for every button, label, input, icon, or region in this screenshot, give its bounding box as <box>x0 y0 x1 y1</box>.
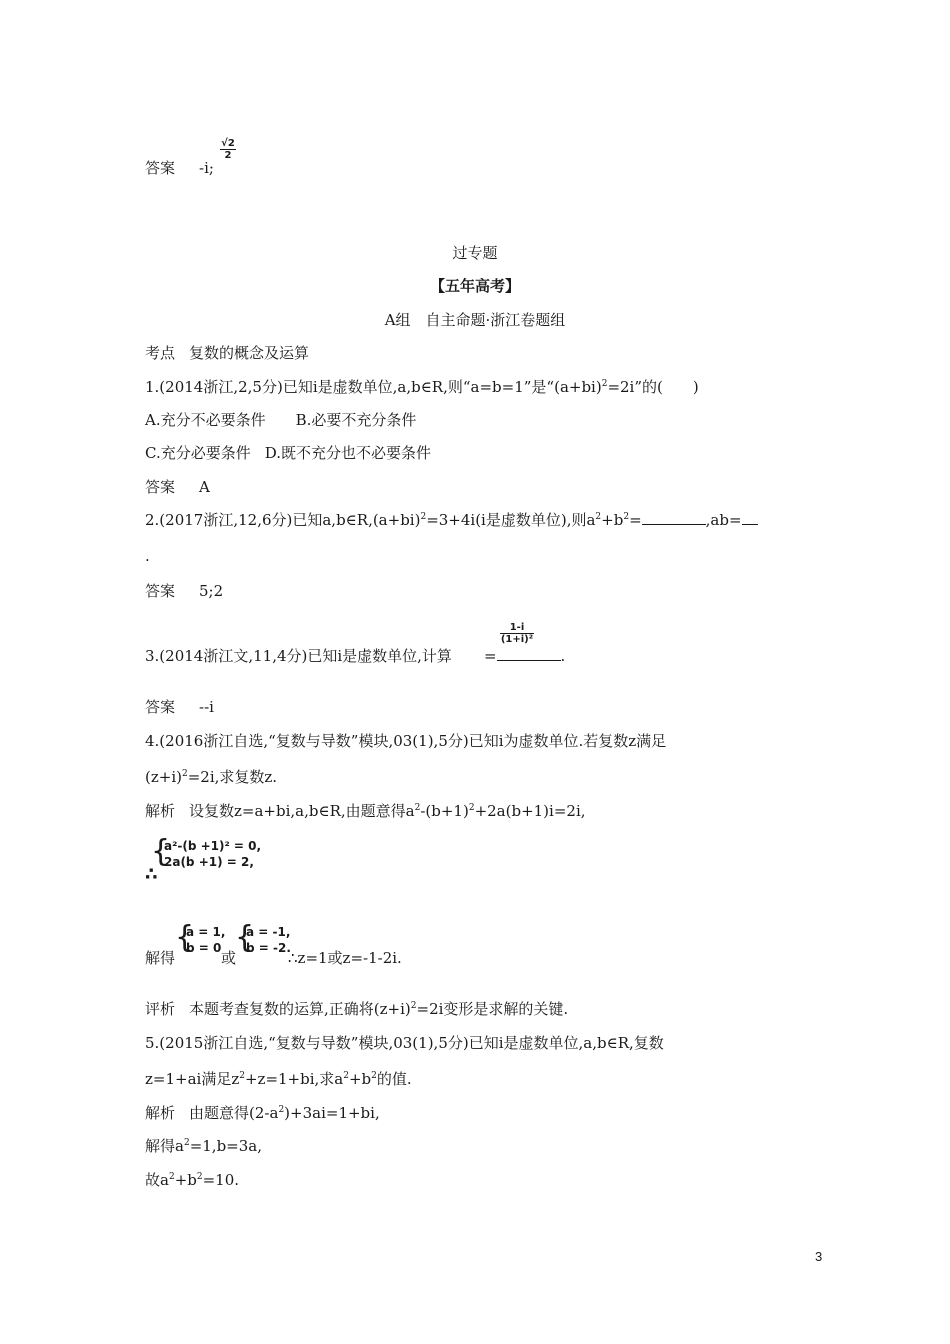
system-equation: b = 0 <box>186 941 222 955</box>
q5-step3-tail: =10. <box>202 1171 240 1189</box>
q2-stem-end: . <box>145 547 150 565</box>
top-answer-line <box>145 158 214 178</box>
fraction-numerator: √2 <box>221 138 235 149</box>
q1-stem-tail: =2i”的( ) <box>607 378 699 396</box>
q1-answer <box>145 477 210 497</box>
system-brace: { <box>151 834 171 869</box>
exponent: 2 <box>343 1071 349 1081</box>
answer-blank[interactable] <box>497 646 561 661</box>
answer-label: 答案 <box>145 698 176 716</box>
fraction-denominator: 2 <box>224 150 232 161</box>
q5-solution <box>145 1103 380 1123</box>
exponent: 2 <box>623 512 630 522</box>
answer-value: -i; <box>199 159 214 177</box>
q5-stem-mid2: +b <box>348 1070 372 1088</box>
q3-fraction <box>500 622 534 645</box>
q4-comment <box>145 999 568 1019</box>
exponent: 2 <box>196 1172 203 1182</box>
or-word: 或 <box>221 949 237 967</box>
q4-comment-tail: =2i变形是求解的关键. <box>416 1000 569 1018</box>
exponent: 2 <box>239 1071 245 1081</box>
solution-label: 解析 <box>145 802 176 820</box>
q1-stem-text: 1.(2014浙江,2,5分)已知i是虚数单位,a,b∈R,则“a=b=1”是“(a+bi) <box>145 378 602 396</box>
q5-solution-text: 由题意得(2-a <box>189 1104 279 1122</box>
q5-stem-tail: 的值. <box>376 1070 412 1088</box>
answer-label: 答案 <box>145 582 176 600</box>
topic-label: 考点 <box>145 344 176 362</box>
q1-options-row2 <box>145 443 431 463</box>
q5-step2 <box>145 1136 262 1156</box>
exponent: 2 <box>414 803 421 813</box>
q2-answer <box>145 581 223 601</box>
q5-stem-mid: +z=1+bi,求a <box>244 1070 344 1088</box>
answer-value: A <box>199 478 210 496</box>
exponent: 2 <box>278 1105 285 1115</box>
exponent: 2 <box>371 1071 377 1081</box>
q1-stem <box>145 377 699 397</box>
exponent: 2 <box>410 1001 417 1011</box>
q5-stem-line1: 5.(2015浙江自选,“复数与导数”模块,03(1),5分)已知i是虚数单位,a,b∈R,复数 <box>145 1034 664 1052</box>
page-number: 3 <box>815 1249 823 1264</box>
system-brace: { <box>175 920 195 955</box>
q5-step2-tail: =1,b=3a, <box>189 1137 262 1155</box>
answer-value: 5;2 <box>199 582 224 600</box>
q5-step3-text: 故a <box>145 1171 169 1189</box>
q1-exponent: 2 <box>601 379 608 389</box>
q4-result: ∴z=1或z=-1-2i. <box>288 949 402 967</box>
exponent: 2 <box>181 769 188 779</box>
system-brace: { <box>235 920 255 955</box>
q4-solution-text: 设复数z=a+bi,a,b∈R,由题意得a <box>189 802 415 820</box>
q4-stem-tail: =2i,求复数z. <box>187 768 278 786</box>
equation-system-2 <box>186 924 225 956</box>
system-equation: b = -2. <box>246 941 291 955</box>
answer-blank[interactable] <box>642 510 706 525</box>
q2-stem-ab: ,ab= <box>705 511 742 529</box>
q5-stem-line2 <box>145 1069 412 1089</box>
system-equation: a = 1, <box>186 925 226 939</box>
top-answer-fraction <box>220 138 236 161</box>
group-heading: A组 自主命题·浙江卷题组 <box>384 311 566 329</box>
system-equation: 2a(b +1) = 2, <box>164 855 254 869</box>
q5-stem-text: z=1+ai满足z <box>145 1070 240 1088</box>
topic-line <box>145 343 309 363</box>
topic-text: 复数的概念及运算 <box>189 344 310 362</box>
exponent: 2 <box>168 1172 175 1182</box>
answer-label: 答案 <box>145 159 176 177</box>
q1-option-d: D.既不充分也不必要条件 <box>264 444 431 462</box>
fraction-numerator: 1-i <box>500 622 534 634</box>
exponent: 2 <box>468 803 475 813</box>
q2-stem-text: 2.(2017浙江,12,6分)已知a,b∈R,(a+bi) <box>145 511 421 529</box>
q4-comment-text: 本题考查复数的运算,正确将(z+i) <box>189 1000 411 1018</box>
q4-stem-line2 <box>145 767 277 787</box>
q5-step2-text: 解得a <box>145 1137 184 1155</box>
q5-solution-tail: )+3ai=1+bi, <box>284 1104 380 1122</box>
q4-solution-tail: +2a(b+1)i=2i, <box>474 802 586 820</box>
q4-solution <box>145 801 586 821</box>
q3-stem-eq: = <box>483 647 497 665</box>
q1-option-a: A.充分不必要条件 <box>145 411 266 429</box>
q3-stem-text: 3.(2014浙江文,11,4分)已知i是虚数单位,计算 <box>145 647 452 665</box>
q3-answer <box>145 697 214 717</box>
q2-exponent: 2 <box>420 512 427 522</box>
section-subtitle: 【五年高考】 <box>429 277 520 295</box>
q2-stem-mid2: +b <box>601 511 624 529</box>
therefore-symbol: ∴ <box>145 864 158 885</box>
q2-stem-eq: = <box>629 511 642 529</box>
solution-label: 解析 <box>145 1104 176 1122</box>
exponent: 2 <box>183 1138 190 1148</box>
system-equation: a²-(b +1)² = 0, <box>164 839 262 853</box>
q5-step3-mid: +b <box>174 1171 197 1189</box>
q2-stem-mid: =3+4i(i是虚数单位),则a <box>426 511 596 529</box>
equation-system-3 <box>246 924 291 956</box>
q4-stem-text: (z+i) <box>145 768 182 786</box>
exponent: 2 <box>595 512 602 522</box>
q4-solution-mid: -(b+1) <box>420 802 469 820</box>
q1-options-row1 <box>145 410 416 430</box>
answer-label: 答案 <box>145 478 176 496</box>
q1-option-c: C.充分必要条件 <box>145 444 251 462</box>
section-title: 过专题 <box>452 244 498 262</box>
solve-label: 解得 <box>145 949 176 967</box>
q1-option-b: B.必要不充分条件 <box>295 411 417 429</box>
q3-stem <box>145 646 565 666</box>
system-equation: a = -1, <box>246 925 291 939</box>
comment-label: 评析 <box>145 1000 176 1018</box>
answer-blank[interactable] <box>742 510 758 525</box>
q3-stem-end: . <box>560 647 566 665</box>
answer-value: --i <box>199 698 214 716</box>
fraction-denominator: (1+i)² <box>500 634 534 645</box>
equation-system-1 <box>164 838 261 870</box>
q2-stem <box>145 510 758 530</box>
q4-stem-line1: 4.(2016浙江自选,“复数与导数”模块,03(1),5分)已知i为虚数单位.若复数z满足 <box>145 732 667 750</box>
q5-step3 <box>145 1170 239 1190</box>
